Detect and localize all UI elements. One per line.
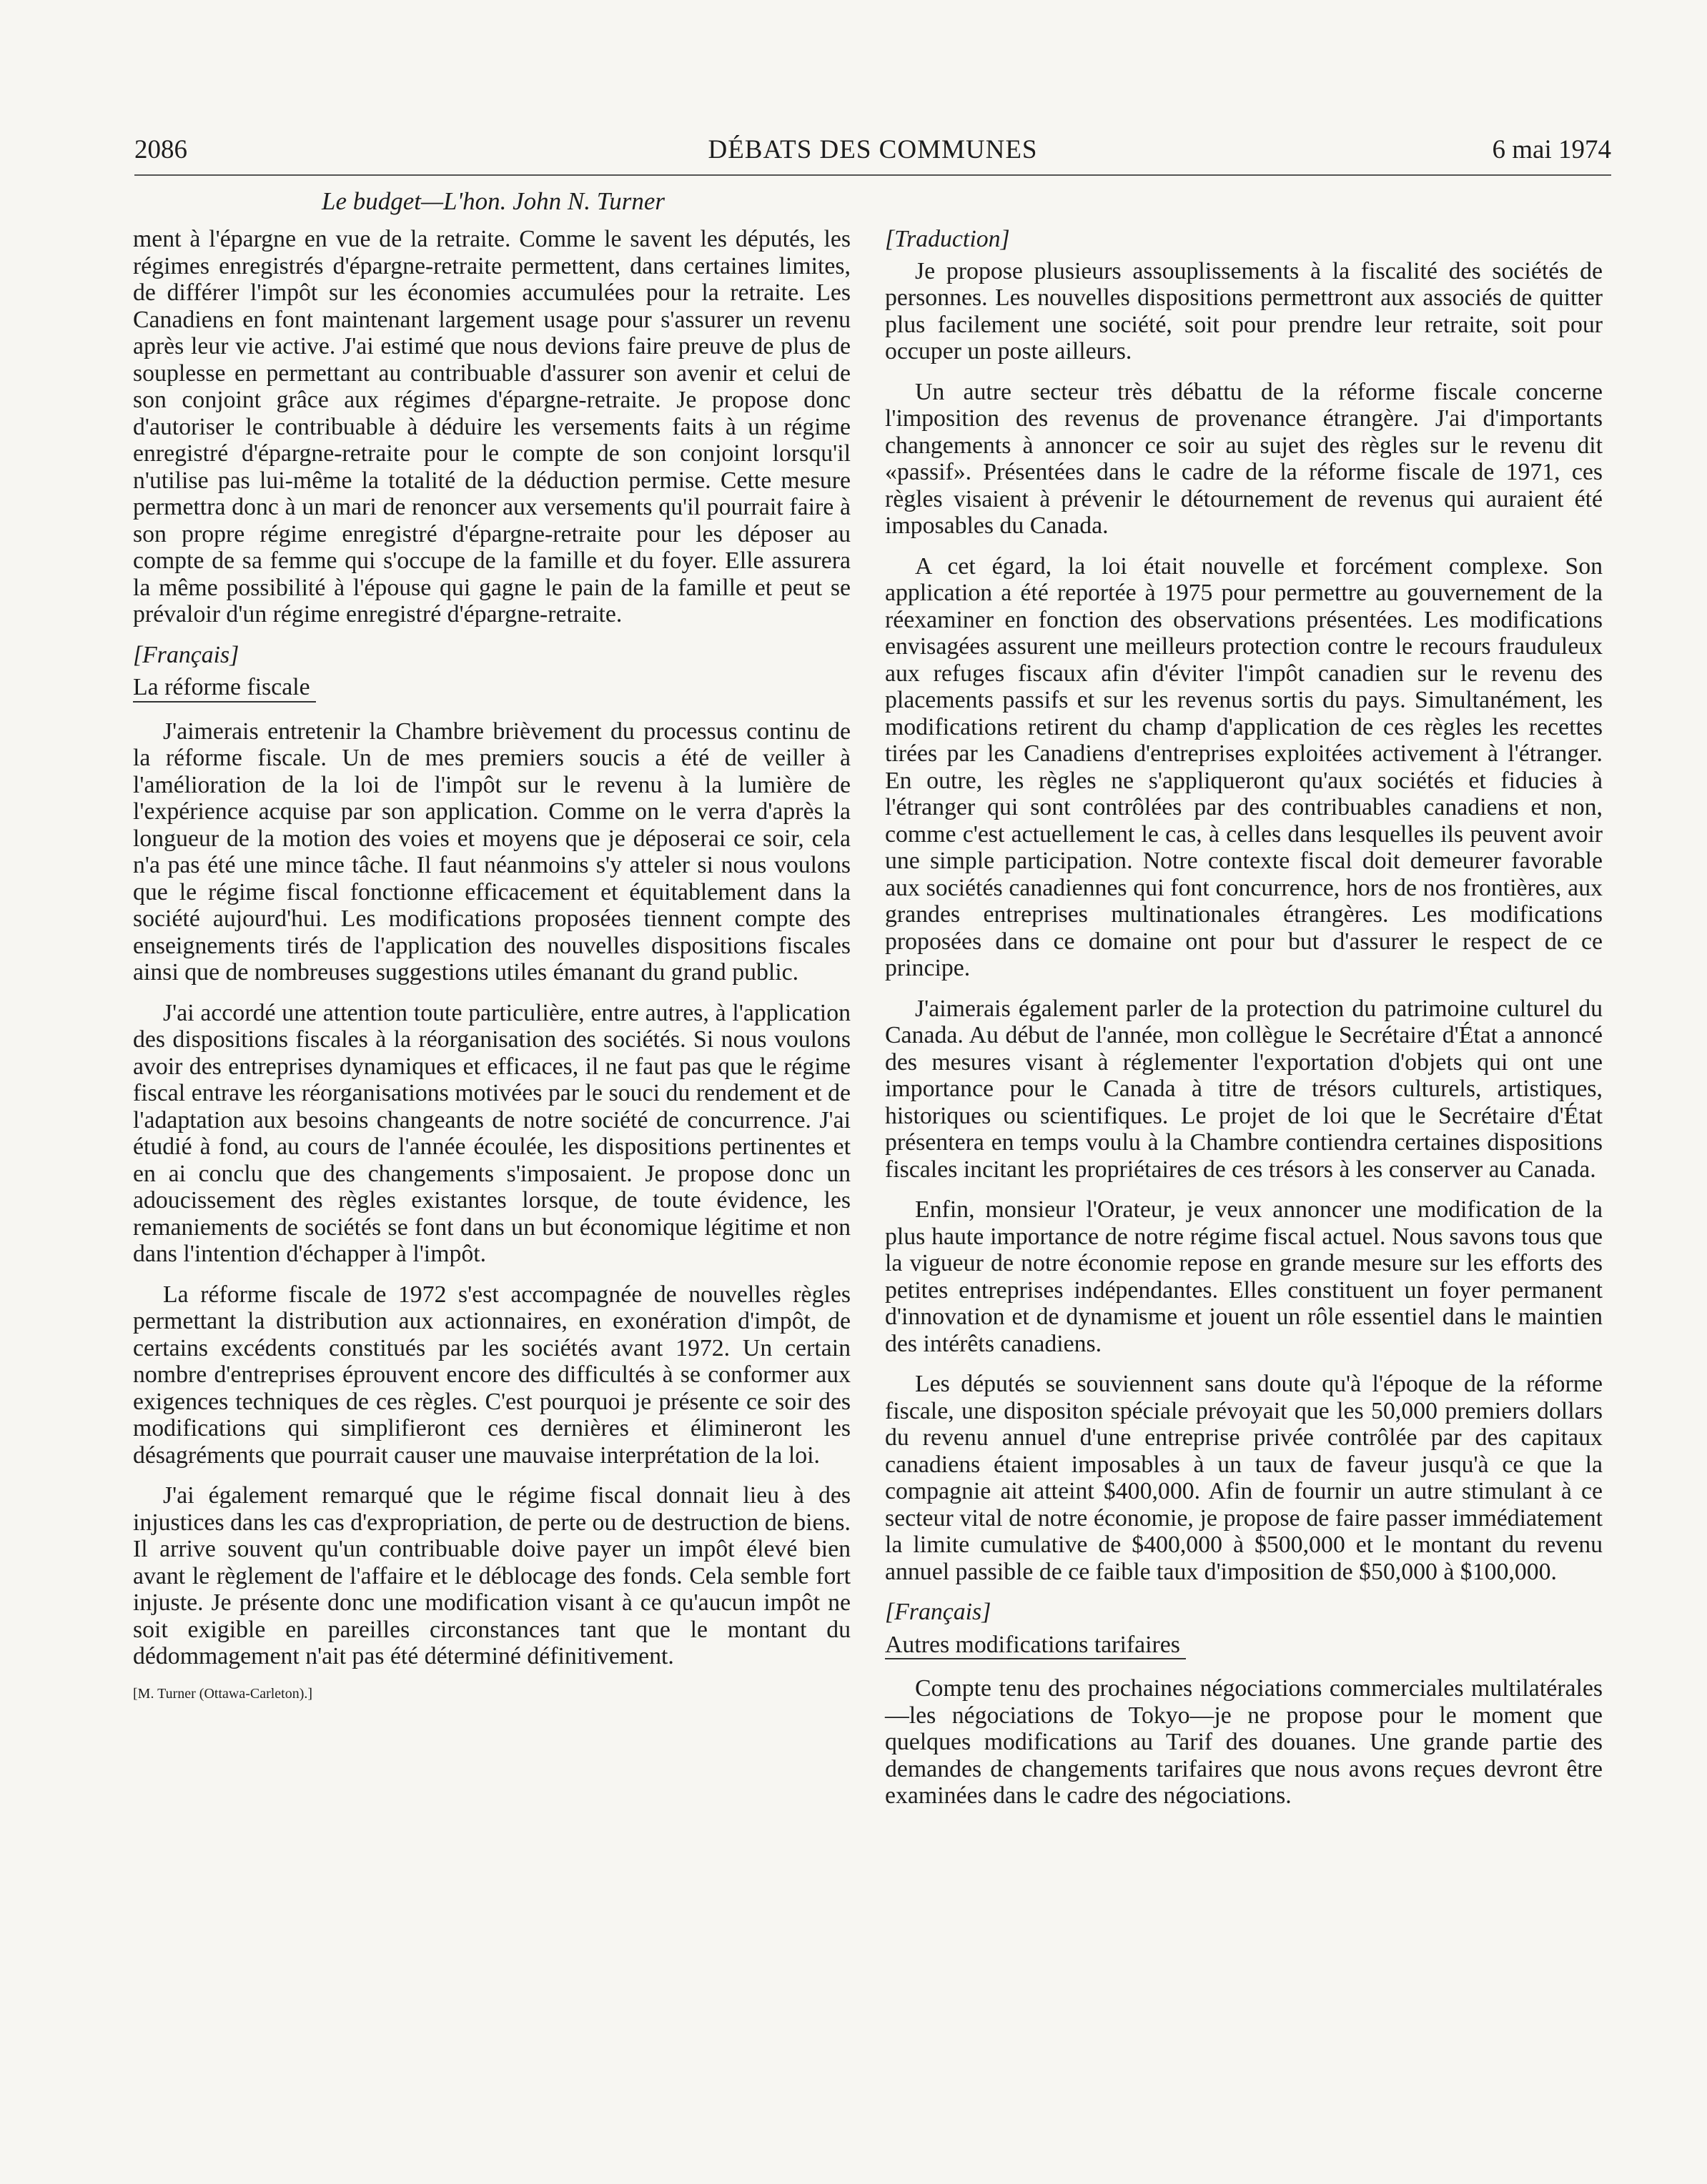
- paragraph: ment à l'épargne en vue de la retraite. Comme le savent les députés, les régimes enregistrés d'épargne-retraite permettent, dans certaines limites, de différer l'impôt sur les économies accumulées pour la retraite. Les Canadiens en font maintenant largement usage pour s'assurer un revenu après leur vie active. J'ai estimé que nous devions faire preuve de plus de souplesse en permettant au contribuable d'assurer son avenir et celui de son conjoint grâce aux régimes d'épargne-retraite. Je propose donc d'autoriser le contribuable à déduire les versements faits à un régime enregistré d'épargne-retraite pour le compte de son conjoint lorsqu'il n'utilise pas lui-même la totalité de la déduction permise. Cette mesure permettra donc à un mari de renoncer aux versements qu'il pourrait faire à son propre régime enregistré d'épargne-retraite pour les déposer au compte de sa femme qui s'occupe de la famille et du foyer. Elle assurera la même possibilité à l'épouse qui gagne le pain de la famille et peut se prévaloir d'un régime enregistré d'épargne-retraite.: [133, 226, 851, 627]
- paragraph: A cet égard, la loi était nouvelle et forcément complexe. Son application a été reportée à 1975 pour permettre au gouvernement de la réexaminer en fonction des observations présentées. Les modifications envisagées assurent une meilleurs protection contre le recours frauduleux aux refuges fiscaux afin d'éviter l'impôt canadien sur le revenu des placements passifs et sur les revenus sortis du pays. Simultanément, les modifications retirent du champ d'application de ces règles les recettes tirées par les Canadiens d'entreprises exploitées activement à l'étranger. En outre, les règles ne s'appliqueront qu'aux sociétés et fiducies à l'étranger qui sont contrôlées par des contribuables canadiens et non, comme c'est actuellement le cas, à celles dans lesquelles ils peuvent avoir une simple participation. Notre contexte fiscal doit demeurer favorable aux sociétés canadiennes qui font concurrence, hors de nos frontières, aux grandes entreprises multinationales étrangères. Les modifications proposées dans ce domaine ont pour but d'assurer le respect de ce principe.: [885, 552, 1603, 981]
- paragraph: J'ai également remarqué que le régime fiscal donnait lieu à des injustices dans les cas d'expropriation, de perte ou de destruction de biens. Il arrive souvent qu'un contribuable doive payer un impôt élevé bien avant le règlement de l'affaire et le déblocage des fonds. Cela semble fort injuste. Je présente donc une modification visant à ce qu'aucun impôt ne soit exigible en pareilles circonstances tant que le montant du dédommagement n'ait pas été déterminé définitivement.: [133, 1482, 851, 1669]
- paragraph: Je propose plusieurs assouplissements à la fiscalité des sociétés de personnes. Les nouvelles dispositions permettront aux associés de quitter plus facilement une société, soit pour prendre leur retraite, soit pour occuper un poste ailleurs.: [885, 257, 1603, 364]
- speaker-credit: [M. Turner (Ottawa-Carleton).]: [133, 1685, 313, 1702]
- running-header: [134, 134, 1611, 176]
- publication-date: 6 mai 1974: [1492, 135, 1611, 164]
- paragraph: Un autre secteur très débattu de la réforme fiscale concerne l'imposition des revenus de provenance étrangère. J'ai d'importants changements à annoncer ce soir au sujet des règles sur le revenu dit «passif». Présentées dans le cadre de la réforme fiscale de 1971, ces règles visaient à prévenir le détournement de revenus qui auraient été imposables du Canada.: [885, 378, 1603, 539]
- paragraph: Compte tenu des prochaines négociations commerciales multilatérales—les négociations de Tokyo—je ne propose pour le moment que quelques modifications au Tarif des douanes. Une grande partie des demandes de changements tarifaires que nous avons reçues devront être examinées dans le cadre des négociations.: [885, 1675, 1603, 1809]
- section-heading: Autres modifications tarifaires: [885, 1632, 1186, 1660]
- language-tag: [Français]: [885, 1599, 991, 1625]
- paragraph: J'aimerais également parler de la protection du patrimoine culturel du Canada. Au début de l'année, mon collègue le Secrétaire d'État a annoncé des mesures visant à réglementer l'exportation d'objets qui ont une importance pour le Canada à titre de trésors culturels, artistiques, historiques ou scientifiques. Le projet de loi que le Secrétaire d'État présentera en temps voulu à la Chambre contiendra certaines dispositions fiscales incitant les propriétaires de ces trésors à les conserver au Canada.: [885, 995, 1603, 1183]
- paragraph: Les députés se souviennent sans doute qu'à l'époque de la réforme fiscale, une dispositon spéciale prévoyait que les 50,000 premiers dollars du revenu annuel d'une entreprise privée contrôlée par des capitaux canadiens étaient imposables à un taux de faveur jusqu'à ce que la compagnie ait atteint $400,000. Afin de fournir un autre stimulant à ce secteur vital de notre économie, je propose de faire passer immédiatement la limite cumulative de $400,000 à $500,000 et le montant du revenu annuel passible de ce faible taux d'imposition de $50,000 à $100,000.: [885, 1371, 1603, 1585]
- paragraph: La réforme fiscale de 1972 s'est accompagnée de nouvelles règles permettant la distribution aux actionnaires, en exonération d'impôt, de certains excédents constitués par les sociétés avant 1972. Un certain nombre d'entreprises éprouvent encore des difficultés à se conformer aux exigences techniques de ces règles. C'est pourquoi je présente ce soir des modifications qui simplifieront ces dernières et élimineront les désagréments que pourrait causer une mauvaise interprétation de la loi.: [133, 1281, 851, 1469]
- left-column: [133, 226, 851, 1704]
- publication-title: DÉBATS DES COMMUNES: [708, 135, 1038, 164]
- language-tag: [Traduction]: [885, 226, 1010, 252]
- right-column: [885, 226, 1603, 1823]
- language-tag: [Français]: [133, 641, 239, 668]
- page-number: 2086: [134, 135, 187, 164]
- section-heading: La réforme fiscale: [133, 674, 316, 703]
- paragraph: J'ai accordé une attention toute particulière, entre autres, à l'application des dispositions fiscales à la réorganisation des sociétés. Si nous voulons avoir des entreprises dynamiques et efficaces, il ne faut pas que le régime fiscal entrave les réorganisations motivées par le souci du rendement et de l'adaptation aux besoins changeants de notre société de concurrence. J'ai étudié à fond, au cours de l'année écoulée, les dispositions pertinentes et en ai conclu que des changements s'imposaient. Je propose donc un adoucissement des règles existantes lorsque, de toute évidence, les remaniements de sociétés se font dans un but économique légitime et non dans l'intention d'échapper à l'impôt.: [133, 999, 851, 1267]
- paragraph: J'aimerais entretenir la Chambre brièvement du processus continu de la réforme fiscale. Un de mes premiers soucis a été de veiller à l'amélioration de la loi de l'impôt sur le revenu à la lumière de l'expérience acquise par son application. Comme on le verra d'après la longueur de la motion des voies et moyens que je déposerai ce soir, cela n'a pas été une mince tâche. Il faut néanmoins s'y atteler si nous voulons que le régime fiscal fonctionne efficacement et équitablement dans la société aujourd'hui. Les modifications proposées tiennent compte des enseignements tirés de l'application des nouvelles dispositions fiscales ainsi que de nombreuses suggestions utiles émanant du grand public.: [133, 718, 851, 986]
- paragraph: Enfin, monsieur l'Orateur, je veux annoncer une modification de la plus haute importance de notre régime fiscal actuel. Nous savons tous que la vigueur de notre économie repose en grande mesure sur les efforts des petites entreprises indépendantes. Elles constituent un foyer permanent d'innovation et de dynamisme et jouent un rôle essentiel dans le maintien des intérêts canadiens.: [885, 1196, 1603, 1357]
- section-subheader: Le budget—L'hon. John N. Turner: [321, 187, 666, 215]
